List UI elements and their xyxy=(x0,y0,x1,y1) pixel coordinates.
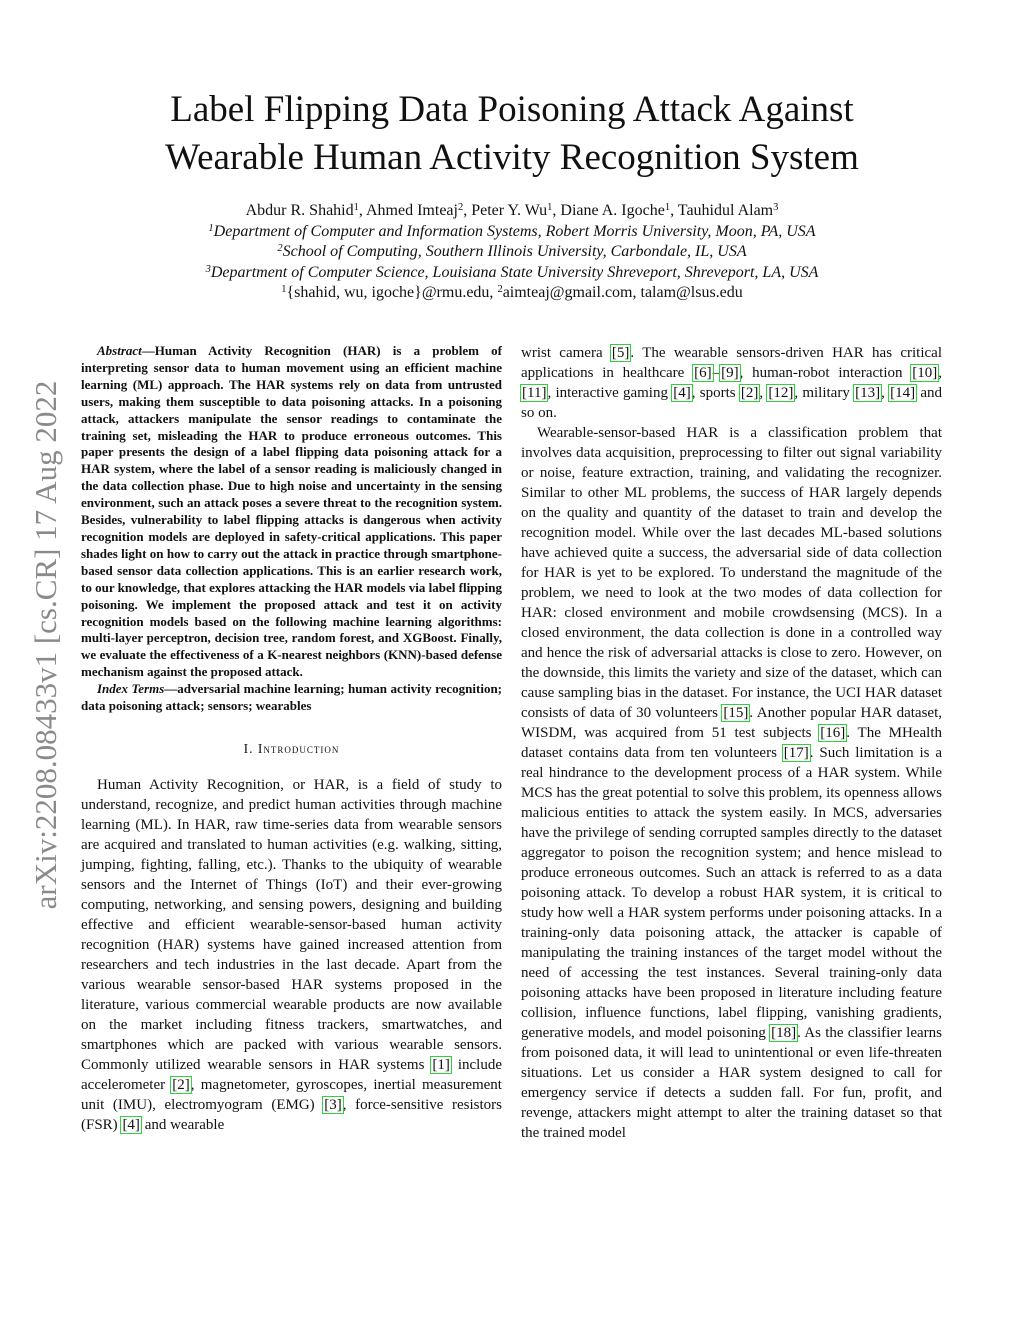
title-line-1: Label Flipping Data Poisoning Attack Against xyxy=(170,89,854,130)
text-run: . Such limitation is a real hindrance to the development process of a HAR system. While MCS has the great potential to solve this problem, its openness allows malicious entities to attack the system easily. In MCS, adversaries have the privilege of sending corrupted samples directly to the dataset aggregator to poison the recognition system; and hence mislead to produce erroneous outcomes. Such an attack is referred to as a data poisoning attack. To develop a robust HAR system, it is critical to study how well a HAR system performs under poisoning attacks. In a training-only data poisoning attack, the attacker is capable of manipulating the training instances of the target model without the need of accessing the test instances. Several training-only data poisoning attacks have been proposed in literature including feature collision, influence functions, label flipping, vanishing gradients, generative models, and model poisoning xyxy=(521,745,942,1041)
affiliation-text: Department of Computer Science, Louisiana State University Shreveport, Shreveport, LA, USA xyxy=(210,263,819,281)
citation-link[interactable]: [10] xyxy=(912,365,938,381)
paper-title xyxy=(60,86,964,182)
title-line-2: Wearable Human Activity Recognition System xyxy=(165,137,859,178)
index-terms xyxy=(81,681,502,715)
affiliation-mark: 2 xyxy=(457,202,464,213)
text-run: , sports xyxy=(691,385,740,401)
intro-paragraph xyxy=(81,775,502,1135)
abstract-paragraph xyxy=(81,343,502,681)
citation-link[interactable]: [1] xyxy=(432,1056,450,1073)
text-run: , xyxy=(938,365,942,381)
author-name: Tauhidul Alam xyxy=(677,202,774,219)
text-run: , magnetometer, gyroscopes, inertial measurement unit (IMU), electromyogram (EMG) xyxy=(81,1076,502,1113)
affiliation-2 xyxy=(60,242,964,263)
citation-link[interactable]: [16] xyxy=(820,725,846,741)
affiliation-text: Department of Computer and Information Systems, Robert Morris University, Moon, PA, USA xyxy=(213,222,816,240)
author-name: Ahmed Imteaj xyxy=(366,202,458,219)
author-block xyxy=(60,201,964,304)
citation-link[interactable]: [12] xyxy=(768,385,794,401)
citation-link[interactable]: [17] xyxy=(783,745,809,761)
affiliation-text: School of Computing, Southern Illinois University, Carbondale, IL, USA xyxy=(282,243,747,260)
affiliation-mark: 2 xyxy=(497,284,503,295)
text-run: . The MHealth dataset contains data from ten volunteers xyxy=(521,725,942,761)
index-terms-label: Index Terms xyxy=(97,681,165,697)
email-text: {shahid, wu, igoche}@rmu.edu, xyxy=(286,284,498,301)
text-run: and wearable xyxy=(140,1116,225,1133)
text-run: . Another popular HAR dataset, WISDM, was acquired from 51 test subjects xyxy=(521,705,942,741)
author-name: Diane A. Igoche xyxy=(560,202,665,219)
citation-link[interactable]: [14] xyxy=(890,385,916,401)
arxiv-id: arXiv:2208.08433v1 [cs.CR] 17 Aug 2022 xyxy=(28,380,63,910)
citation-link[interactable]: [3] xyxy=(324,1096,342,1113)
text-run: , military xyxy=(794,385,855,401)
left-column xyxy=(81,343,502,1135)
affiliation-mark: 1 xyxy=(664,202,671,213)
text-run: Human Activity Recognition, or HAR, is a field of study to understand, recognize, and predict human activities through machine learning (ML). In HAR, raw time-series data from wearable sensors are acquired and translated to human activities (e.g. walking, sitting, jumping, fighting, falling, etc.). Thanks to the ubiquity of wearable sensors and the Internet of Things (IoT) and their ever-growing computing, networking, and sensing powers, designing and building effective and efficient wearable-sensor-based human activity recognition (HAR) systems have gained increased attention from researchers and tech industries in the last decade. Apart from the various wearable sensor-based HAR systems proposed in the literature, various commercial wearable products are now available on the market including fitness trackers, smartwatches, and smartphones which are packed with various wearable sensors. Commonly utilized wearable sensors in HAR systems xyxy=(81,776,502,1073)
author-name: Peter Y. Wu xyxy=(471,202,548,219)
abstract-text: —Human Activity Recognition (HAR) is a problem of interpreting sensor data to human movement using an efficient machine learning (ML) approach. The HAR systems rely on data from untrusted users, making them susceptible to data poisoning attacks. In a poisoning attack, attackers manipulate the sensor readings to contaminate the training set, misleading the HAR to produce erroneous outcomes. This paper presents the design of a label flipping data poisoning attack for a HAR system, where the label of a sensor reading is maliciously changed in the data collection phase. Due to high noise and uncertainty in the sensing environment, such an attack poses a severe threat to the recognition system. Besides, vulnerability to label flipping attacks is dangerous when activity recognition models are deployed in safety-critical applications. This paper shades light on how to carry out the attack in practice through smartphone-based sensor data collection applications. This is an earlier research work, to our knowledge, that explores attacking the HAR models via label flipping poisoning. We implement the proposed attack and test it on activity recognition models based on the following machine learning algorithms: multi-layer perceptron, decision tree, random forest, and XGBoost. Finally, we evaluate the effectiveness of a K-nearest neighbors (KNN)-based defense mechanism against the proposed attack. xyxy=(81,343,502,680)
text-run: – xyxy=(712,365,721,381)
paragraph-continuation xyxy=(521,343,942,423)
citation-link[interactable]: [2] xyxy=(172,1076,190,1093)
text-run: , xyxy=(881,385,890,401)
citation-link[interactable]: [9] xyxy=(721,365,739,381)
text-run: and so on. xyxy=(521,385,942,421)
text-run: , interactive gaming xyxy=(547,385,673,401)
index-terms-text: —adversarial machine learning; human activity recognition; data poisoning attack; sensors; wearables xyxy=(81,681,503,714)
arxiv-stamp xyxy=(28,0,64,1290)
text-run: , force-sensitive resistors (FSR) xyxy=(81,1096,502,1133)
affiliation-mark: 1 xyxy=(208,222,214,234)
affiliation-mark: 3 xyxy=(205,263,211,275)
right-column xyxy=(521,343,942,1143)
text-run: include accelerometer xyxy=(81,1056,502,1093)
affiliation-mark: 1 xyxy=(281,284,287,295)
citation-link[interactable]: [4] xyxy=(122,1116,140,1133)
email-text: aimteaj@gmail.com, talam@lsus.edu xyxy=(502,284,743,301)
section-heading: I. Introduction xyxy=(243,740,340,756)
text-run: , human-robot interaction xyxy=(739,365,912,381)
citation-link[interactable]: [5] xyxy=(611,345,630,361)
citation-link[interactable]: [11] xyxy=(522,385,547,401)
affiliation-1 xyxy=(60,222,964,243)
text-run: . The wearable sensors-driven HAR has critical applications in healthcare xyxy=(521,345,942,381)
affiliation-mark: 2 xyxy=(277,243,283,254)
affiliation-mark: 3 xyxy=(773,202,779,213)
citation-link[interactable]: [15] xyxy=(723,705,749,721)
citation-link[interactable]: [18] xyxy=(771,1025,797,1041)
affiliation-3 xyxy=(60,263,964,284)
affiliation-mark: 1 xyxy=(353,202,359,213)
text-run: wrist camera xyxy=(521,345,611,361)
author-list: Abdur R. Shahid$^1$, Ahmed Imteaj$^2$, Peter Y. Wu$^1$, Diane A. Igoche$^1$, Tauhidul Alam$^3$ xyxy=(245,202,779,219)
citation-link[interactable]: [4] xyxy=(673,385,691,401)
intro-body xyxy=(81,775,502,1135)
text-run: Wearable-sensor-based HAR is a classification problem that involves data acquisition, preprocessing to filter out signal variability or noise, feature extraction, training, and validating the recognizer. Similar to other ML problems, the success of HAR largely depends on the quality and quantity of the dataset to train and develop the recognition model. While over the last decades ML-based solutions have achieved quite a success, the adversarial side of data collection for HAR is yet to be explored. To understand the magnitude of the problem, we need to look at the two modes of data collection for HAR: closed environment and mobile crowdsensing (MCS). In a closed environment, the data collection is done in a controlled way and hence the risk of adversarial attacks is close to zero. However, on the downside, this limits the variety and size of the dataset, which can cause sampling bias in the dataset. For instance, the UCI HAR dataset consists of data of 30 volunteers xyxy=(521,425,942,721)
citation-link[interactable]: [6] xyxy=(694,365,712,381)
author-name: Abdur R. Shahid xyxy=(245,202,354,219)
text-run: . As the classifier learns from poisoned data, it will lead to unintentional or even life-threaten situations. Let us consider a HAR system designed to call for emergency service if detects a sudden fall. For fun, profit, and revenge, attackers might attempt to alter the training dataset so that the trained model xyxy=(521,1025,942,1141)
body-paragraph xyxy=(521,423,942,1143)
abstract-label: Abstract xyxy=(97,343,142,358)
citation-link[interactable]: [2] xyxy=(740,385,759,401)
citation-link[interactable]: [13] xyxy=(855,385,881,401)
email-line xyxy=(60,283,964,304)
affiliation-mark: 1 xyxy=(547,202,553,213)
text-run: , xyxy=(759,385,768,401)
abstract xyxy=(81,343,502,715)
